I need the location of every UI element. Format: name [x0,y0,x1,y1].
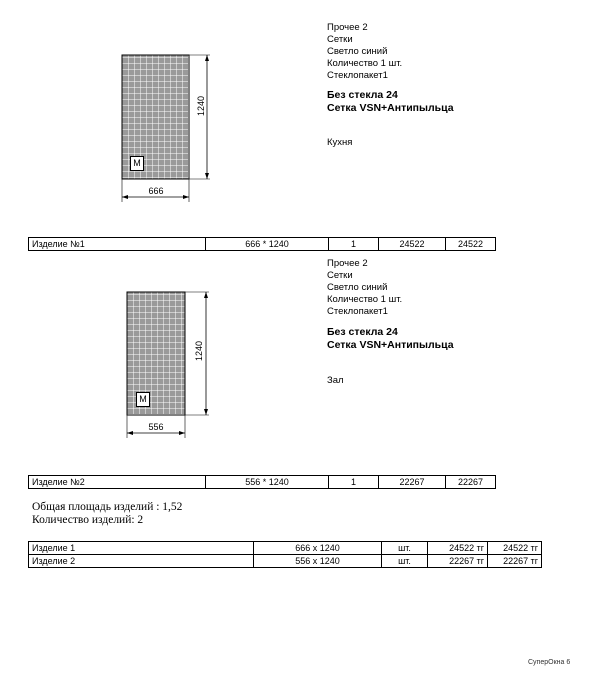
totals-row [29,555,542,568]
spec-line: Стеклопакет1 [327,306,388,317]
total-area-text: Общая площадь изделий : 1,52 [32,501,183,513]
item-row-1 [28,237,496,251]
spec-line: Прочее 2 [327,22,368,33]
spec-line: Количество 1 шт. [327,294,403,305]
item-name-cell: Изделие №2 [29,476,206,489]
spec-line: Светло синий [327,46,388,57]
window-drawing-1 [110,45,220,205]
item-price-cell: 24522 [379,238,446,251]
spec-line: Светло синий [327,282,388,293]
height-dimension-label-1: 1240 [196,95,206,116]
item-total-cell: 22267 [446,476,496,489]
item-name-cell: Изделие №1 [29,238,206,251]
item-row-2 [28,475,496,489]
footer-brand: СуперОкна 6 [528,659,571,666]
totals-name-cell: Изделие 2 [29,555,254,568]
mark-box-1 [130,156,144,171]
item-price-cell: 22267 [379,476,446,489]
mark-label: M [139,394,147,404]
option-line: Без стекла 24 [327,326,398,338]
totals-name-cell: Изделие 1 [29,542,254,555]
option-block-2 [327,326,454,352]
totals-price-cell: 24522 тг [428,542,488,555]
totals-unit-cell: шт. [382,555,428,568]
option-block-1 [327,89,454,115]
spec-line: Сетки [327,270,353,281]
summary-block [32,501,182,527]
item-total-cell: 24522 [446,238,496,251]
total-count-text: Количество изделий: 2 [32,514,144,526]
spec-line: Количество 1 шт. [327,58,403,69]
spec-block-1 [327,22,402,82]
totals-price-cell: 22267 тг [428,555,488,568]
spec-line: Стеклопакет1 [327,70,388,81]
totals-total-cell: 22267 тг [488,555,542,568]
item-size-cell: 556 * 1240 [206,476,329,489]
totals-row [29,542,542,555]
spec-line: Прочее 2 [327,258,368,269]
item-qty-cell: 1 [329,238,379,251]
totals-total-cell: 24522 тг [488,542,542,555]
width-dimension-label-1: 666 [148,186,164,196]
totals-table [28,541,542,568]
totals-size-cell: 666 x 1240 [254,542,382,555]
item-qty-cell: 1 [329,476,379,489]
spec-line: Сетки [327,34,353,45]
room-label-2: Зал [327,375,344,386]
totals-unit-cell: шт. [382,542,428,555]
totals-size-cell: 556 x 1240 [254,555,382,568]
width-dimension-label-2: 556 [148,422,164,432]
spec-block-2 [327,258,402,318]
room-label-1: Кухня [327,137,353,148]
window-drawing-2 [115,282,225,442]
option-line: Без стекла 24 [327,89,398,101]
mark-box-2 [136,392,150,407]
mark-label: M [133,158,141,168]
option-line: Сетка VSN+Антипыльца [327,102,454,114]
item-size-cell: 666 * 1240 [206,238,329,251]
height-dimension-label-2: 1240 [194,340,204,361]
option-line: Сетка VSN+Антипыльца [327,339,454,351]
